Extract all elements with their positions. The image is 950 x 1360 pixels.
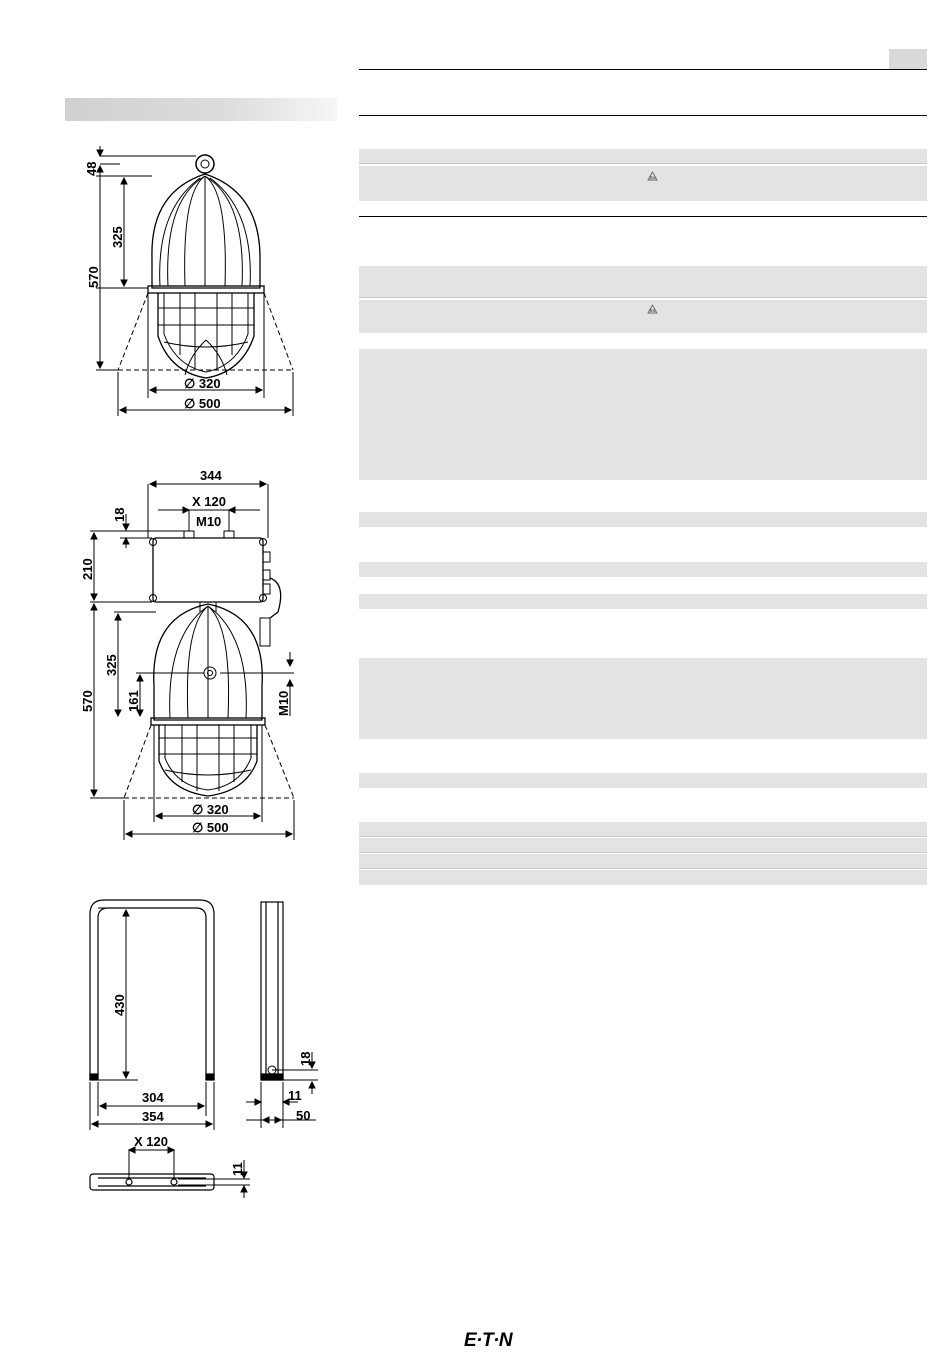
table-row	[359, 149, 927, 164]
table-row	[359, 854, 927, 869]
table-row	[359, 838, 927, 853]
table-row	[359, 773, 927, 788]
dim-outer-diameter: ∅ 500	[192, 820, 229, 835]
dim-inner-diameter: ∅ 320	[192, 802, 229, 817]
table-row	[359, 870, 927, 885]
dim-boss: 18	[112, 507, 127, 522]
dim-dome: 325	[110, 226, 125, 248]
dim-inner-diameter: ∅ 320	[184, 376, 221, 391]
dim-width: 344	[200, 468, 222, 483]
dim-inner-width: 304	[142, 1090, 164, 1105]
dim-box-height: 210	[80, 558, 95, 580]
table-row	[359, 562, 927, 577]
dim-total: 570	[86, 266, 101, 288]
dim-side-height: 18	[298, 1051, 313, 1066]
page-tab-marker	[889, 49, 927, 69]
section-header-bar	[65, 98, 337, 121]
table-row	[359, 512, 927, 527]
junction-box-luminaire-drawing	[60, 466, 330, 846]
dim-outer-diameter: ∅ 500	[184, 396, 221, 411]
dim-side-thread: M10	[276, 690, 291, 716]
dim-dome: 325	[104, 654, 119, 676]
table-row	[359, 266, 927, 298]
svg-text:Ex: Ex	[650, 175, 656, 180]
dim-top: 48	[84, 161, 99, 176]
table-row	[359, 822, 927, 837]
svg-text:Ex: Ex	[650, 308, 656, 313]
dim-low: 161	[126, 690, 141, 712]
dim-hole: 11	[230, 1162, 245, 1176]
eaton-logo	[464, 1328, 528, 1350]
svg-text:E·T·N: E·T·N	[464, 1330, 513, 1350]
dim-total: 570	[80, 690, 95, 712]
section-rule-1	[359, 115, 927, 116]
table-row	[359, 349, 927, 480]
dim-side-hole: 11	[288, 1088, 302, 1103]
table-row	[359, 166, 927, 201]
dim-spacing: X 120	[134, 1134, 168, 1149]
table-row	[359, 658, 927, 739]
dim-outer-width: 354	[142, 1109, 164, 1124]
table-row	[359, 300, 927, 333]
header-rule	[359, 69, 927, 70]
pendant-luminaire-drawing	[60, 140, 330, 430]
dim-thread: M10	[196, 514, 222, 529]
dim-spacing: X 120	[192, 494, 226, 509]
dim-height: 430	[112, 994, 127, 1016]
dim-depth: 50	[296, 1108, 311, 1123]
table-row	[359, 594, 927, 609]
section-rule-2	[359, 216, 927, 217]
ex-mark-icon	[647, 171, 658, 181]
ex-mark-icon	[647, 304, 658, 314]
mounting-bracket-drawing	[60, 888, 330, 1208]
